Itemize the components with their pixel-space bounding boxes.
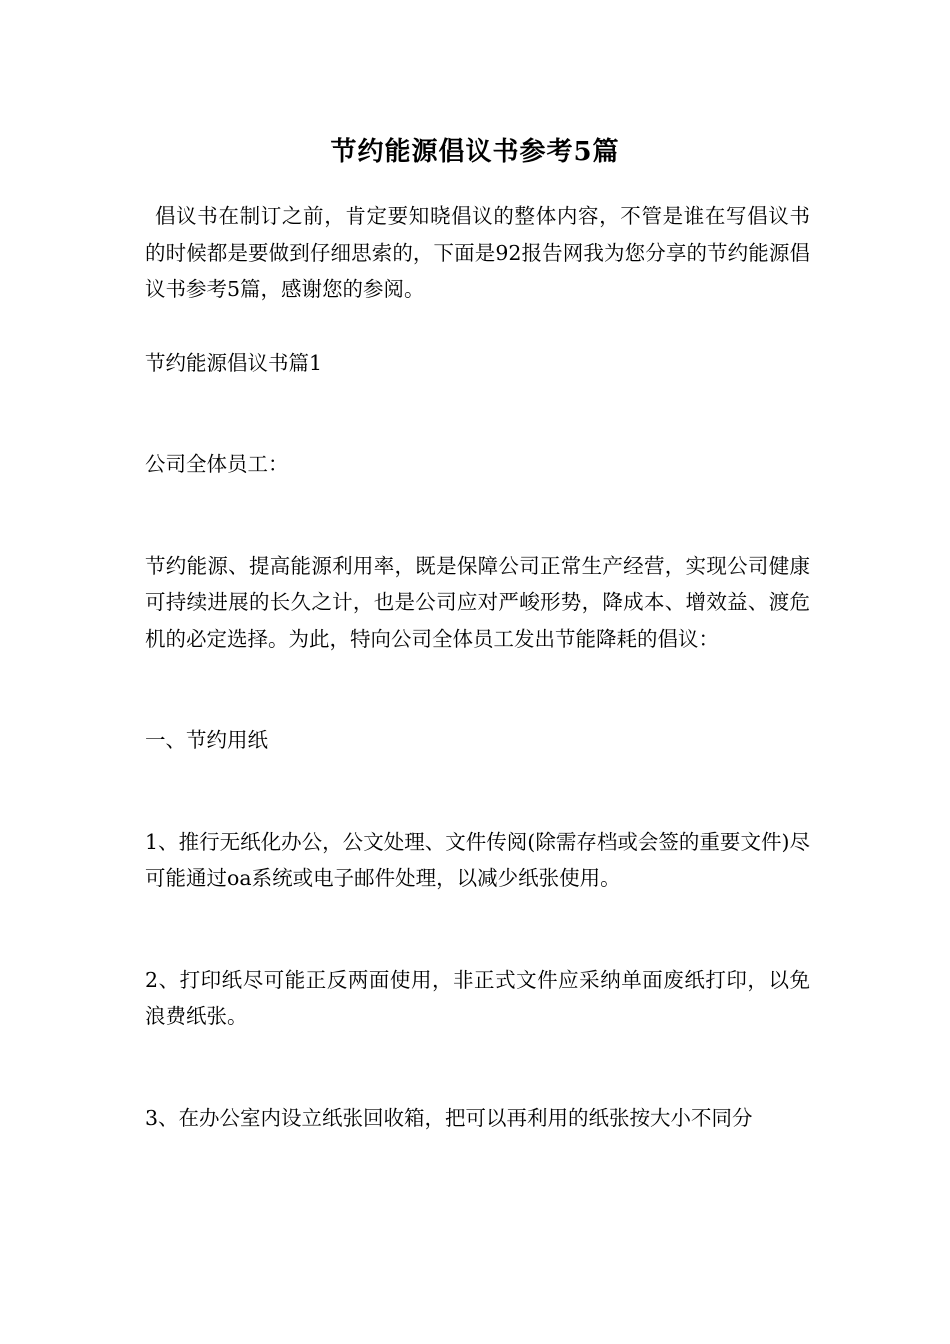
subsection-heading: 一、节约用纸 xyxy=(145,728,268,752)
section-heading: 节约能源倡议书篇1 xyxy=(145,350,323,375)
body-paragraph: 节约能源、提高能源利用率，既是保障公司正常生产经营，实现公司健康可持续进展的长久之计，也是公司应对严峻形势，降成本、增效益、渡危机的必定选择。为此，特向公司全体员工发出节能降耗的倡议： xyxy=(145,553,810,651)
list-item: 1、推行无纸化办公，公文处理、文件传阅(除需存档或会签的重要文件)尽可能通过oa系统或电子邮件处理，以减少纸张使用。 xyxy=(145,829,810,890)
list-item: 2、打印纸尽可能正反两面使用，非正式文件应采纳单面废纸打印，以免浪费纸张。 xyxy=(145,967,810,1028)
document-title: 节约能源倡议书参考5篇 xyxy=(330,137,620,167)
intro-paragraph: 倡议书在制订之前，肯定要知晓倡议的整体内容，不管是谁在写倡议书的时候都是要做到仔细思索的，下面是92报告网我为您分享的节约能源倡议书参考5篇，感谢您的参阅。 xyxy=(145,204,810,301)
list-item: 3、在办公室内设立纸张回收箱，把可以再利用的纸张按大小不同分 xyxy=(145,1105,753,1130)
document-body xyxy=(145,198,810,1136)
salutation: 公司全体员工： xyxy=(145,452,289,476)
